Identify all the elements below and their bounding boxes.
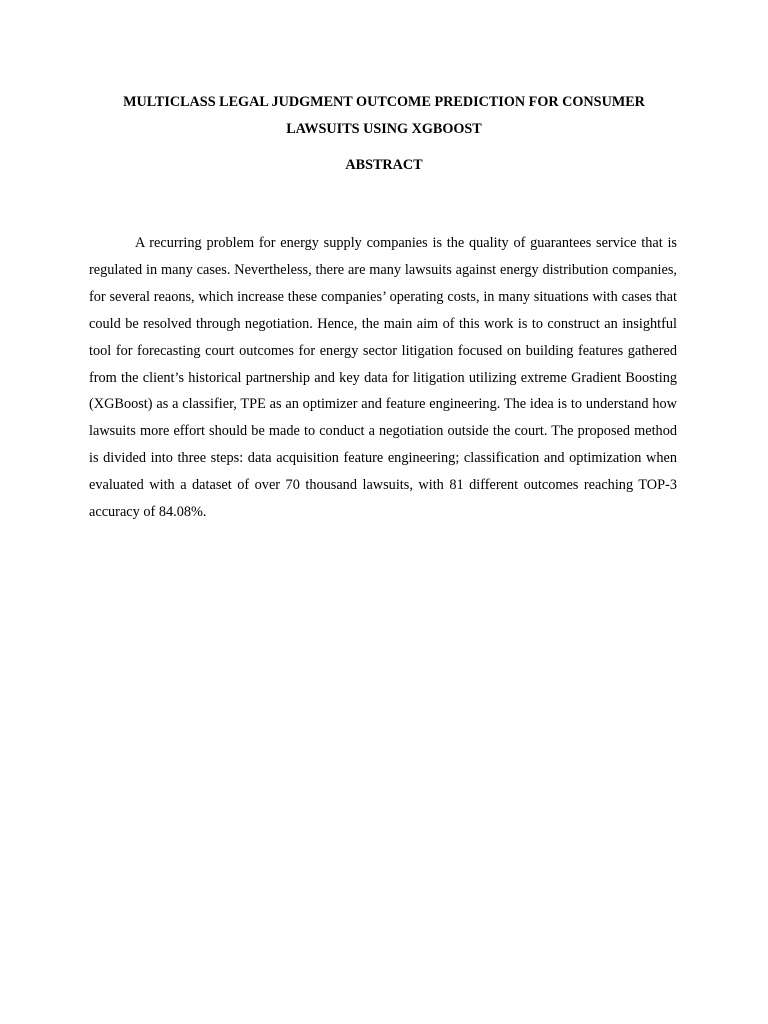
abstract-paragraph: A recurring problem for energy supply companies is the quality of guarantees service that is regulated in many cases. Nevertheless, there are many lawsuits against energy distribution companies, for several reaons, which increase these companies’ operating costs, in many situations with cases that could be resolved through negotiation. Hence, the main aim of this work is to construct an insightful tool for forecasting court outcomes for energy sector litigation focused on building features gathered from the client’s historical partnership and key data for litigation utilizing extreme Gradient Boosting (XGBoost) as a classifier, TPE as an optimizer and feature engineering. The idea is to understand how lawsuits more effort should be made to conduct a negotiation outside the court. The proposed method is divided into three steps: data acquisition feature engineering; classification and optimization when evaluated with a dataset of over 70 thousand lawsuits, with 81 different outcomes reaching TOP-3 accuracy of 84.08%. <box>89 235 677 521</box>
paper-title-line-1: MULTICLASS LEGAL JUDGMENT OUTCOME PREDICTION FOR CONSUMER <box>123 94 645 110</box>
abstract-heading: ABSTRACT <box>345 157 423 173</box>
paper-title-line-2: LAWSUITS USING XGBOOST <box>286 121 482 137</box>
